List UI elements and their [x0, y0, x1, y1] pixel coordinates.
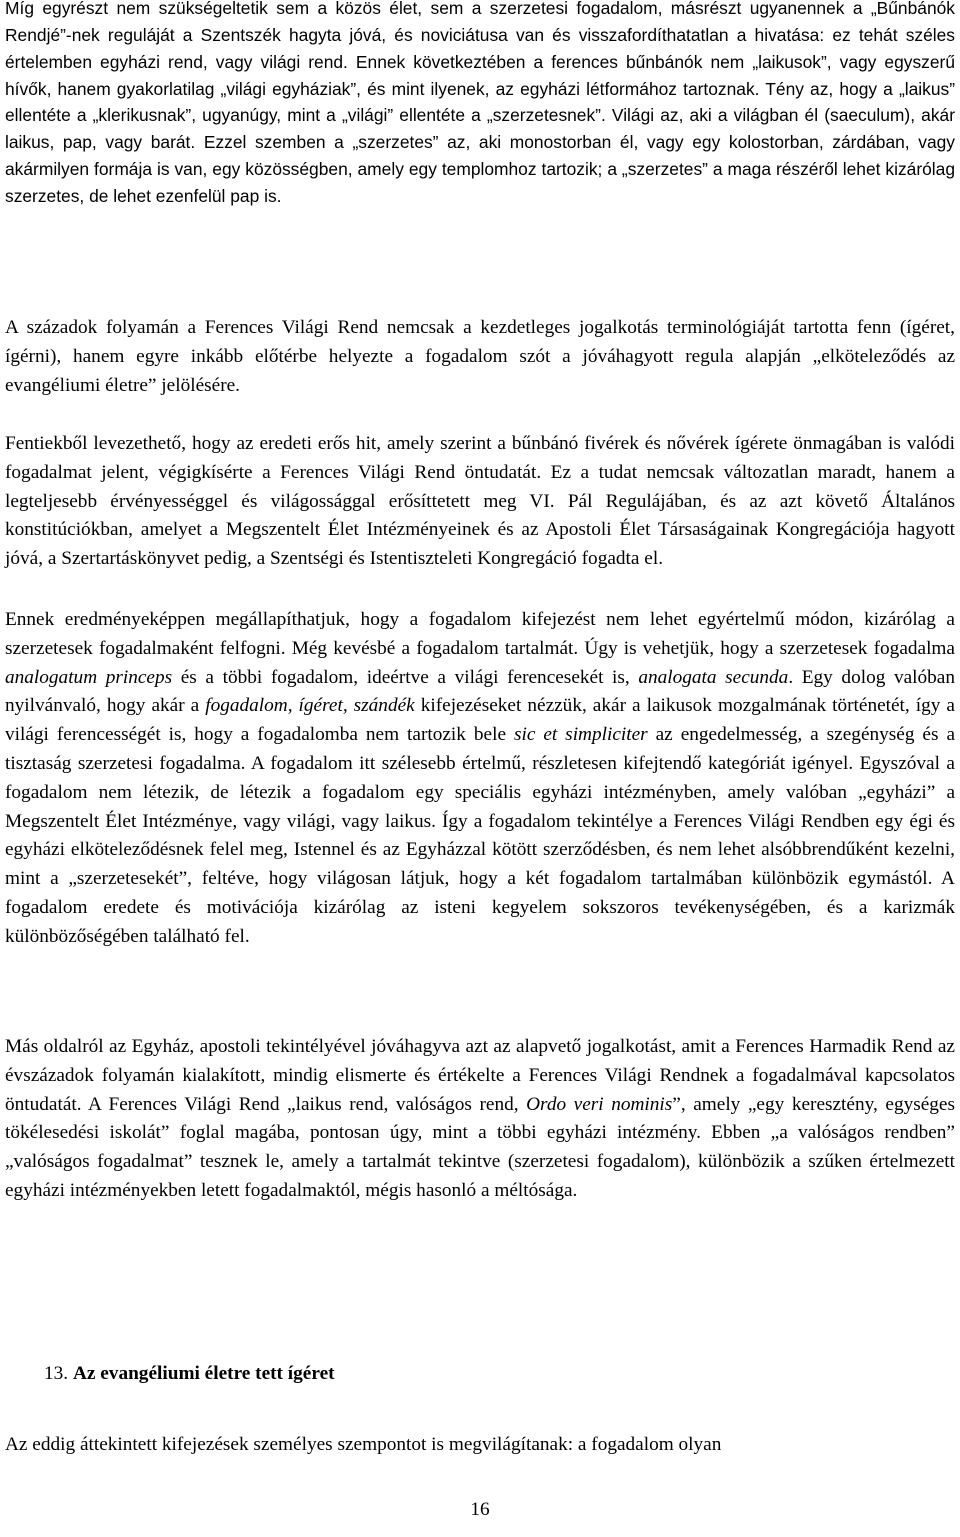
section-title: Az evangéliumi életre tett ígéret: [72, 1363, 335, 1384]
text-run: ”, amely „egy keresztény, egységes tökélesedési iskolát” foglal magába, pontosan úgy, mint a többi egyházi intézmény. Ebben „a valóságos rendben” „valóságos fogadalmat” tesznek le, amely a tartalmát tekintve (szerzetesi fogadalom), különbözik a szűken értelmezett egyházi intézményekben letett fogadalmaktól, mégis hasonló a méltósága.: [5, 1093, 955, 1201]
paragraph-6: [5, 1431, 955, 1460]
text-run: A századok folyamán a Ferences Világi Rend nemcsak a kezdetleges jogalkotás terminológiáját tartotta fenn (ígéret, ígérni), hanem egyre inkább előtérbe helyezte a fogadalom szót a jóváhagyott regula alapján „elköteleződés az evangéliumi életre” jelölésére.: [5, 317, 955, 396]
page-number: 16: [470, 1499, 490, 1520]
text-run: . Egy dolog valóban nyilvánvaló, hogy akár a: [5, 666, 955, 717]
italic-term: fogadalom, ígéret, szándék: [205, 695, 415, 717]
text-run: Más oldalról az Egyház, apostoli tekintélyével jóváhagyva azt az alapvető jogalkotást, amit a Ferences Harmadik Rend az évszázadok folyamán kialakított, mindig elismerte és értékelte a Ferences Világi Rendnek a fogadalmával kapcsolatos öntudatát. A Ferences Világi Rend „laikus rend, valóságos rend,: [5, 1036, 955, 1115]
italic-term: Ordo veri nominis: [526, 1093, 673, 1115]
section-heading: [44, 1360, 335, 1388]
italic-term: analogata secunda: [638, 666, 789, 688]
text-run: az engedelmesség, a szegénység és a tisztaság szerzetesi fogadalma. A fogadalom itt szélesebb értelmű, részletesen kifejtendő kategóriát igényel. Egyszóval a fogadalom nem létezik, de létezik a fogadalom egy speciális egyházi intézményben, amely valóban „egyházi” a Megszentelt Élet Intézménye, vagy világi, vagy laikus. Így a fogadalom tekintélye a Ferences Világi Rendben egy égi és egyházi elköteleződésnek felel meg, Istennel és az Egyházzal kötött szerződésben, és nem lehet alsóbbrendűként kezelni, mint a „szerzetesekét”, feltéve, hogy világosan látjuk, hogy a két fogadalom tartalmában különbözik egymástól. A fogadalom eredete és motivációja kizárólag az isteni kegyelem sokszoros tevékenységében, és a karizmák különbözőségében található fel.: [5, 724, 955, 947]
paragraph-3: [5, 430, 955, 574]
text-run: Míg egyrészt nem szükségeltetik sem a közös élet, sem a szerzetesi fogadalom, másrészt ugyanennek a „Bűnbánók Rendjé”-nek reguláját a Szentszék hagyta jóvá, és noviciátusa van és visszafordíthatatlan a hivatása: ez tehát széles értelemben egyházi rend, vagy világi rend. Ennek következtében a ferences bűnbánók nem „laikusok”, vagy egyszerű hívők, hanem gyakorlatilag „világi egyháziak”, és mint ilyenek, az egyházi létformához tartoznak. Tény az, hogy a „laikus” ellentéte a „klerikusnak”, ugyanúgy, mint a „világi” ellentéte a „szerzetesnek”. Világi az, aki a világban él (saeculum), akár laikus, pap, vagy barát. Ezzel szemben a „szerzetes” az, aki monostorban él, vagy egy kolostorban, zárdában, vagy akármilyen formája is van, egy közösségben, amely egy templomhoz tartozik; a „szerzetes” a maga részéről lehet kizárólag szerzetes, de lehet ezenfelül pap is.: [5, 0, 955, 206]
paragraph-4: [5, 606, 955, 952]
paragraph-1: [5, 0, 955, 210]
paragraph-5: [5, 1033, 955, 1206]
text-run: kifejezéseket nézzük, akár a laikusok mozgalmának történetét, így a világi ferencességét is, hogy a fogadalomba nem tartozik bele: [5, 695, 955, 746]
text-run: Az eddig áttekintett kifejezések személyes szempontot is megvilágítanak: a fogadalom olyan: [5, 1434, 722, 1455]
text-run: Fentiekből levezethető, hogy az eredeti erős hit, amely szerint a bűnbánó fivérek és nővérek ígérete önmagában is valódi fogadalmat jelent, végigkísérte a Ferences Világi Rend öntudatát. Ez a tudat nemcsak változatlan maradt, hanem a legteljesebb érvényességgel és világossággal erősíttetett meg VI. Pál Regulájában, és az azt követő Általános konstitúciókban, amelyet a Megszentelt Élet Intézményeinek és az Apostoli Élet Társaságainak Kongregációja hagyott jóvá, a Szertartáskönyvet pedig, a Szentségi és Istentiszteleti Kongregáció fogadta el.: [5, 433, 955, 570]
paragraph-2: [5, 314, 955, 400]
italic-term: sic et simpliciter: [513, 724, 648, 746]
italic-term: analogatum princeps: [5, 666, 173, 688]
text-run: és a többi fogadalom, ideértve a világi ferencesekét is,: [172, 666, 639, 688]
text-run: Ennek eredményeképpen megállapíthatjuk, hogy a fogadalom kifejezést nem lehet egyértelmű módon, kizárólag a szerzetesek fogadalmaként felfogni. Még kevésbé a fogadalom tartalmát. Úgy is vehetjük, hogy a szerzetesek fogadalma: [5, 609, 955, 659]
section-number: 13.: [44, 1363, 69, 1384]
